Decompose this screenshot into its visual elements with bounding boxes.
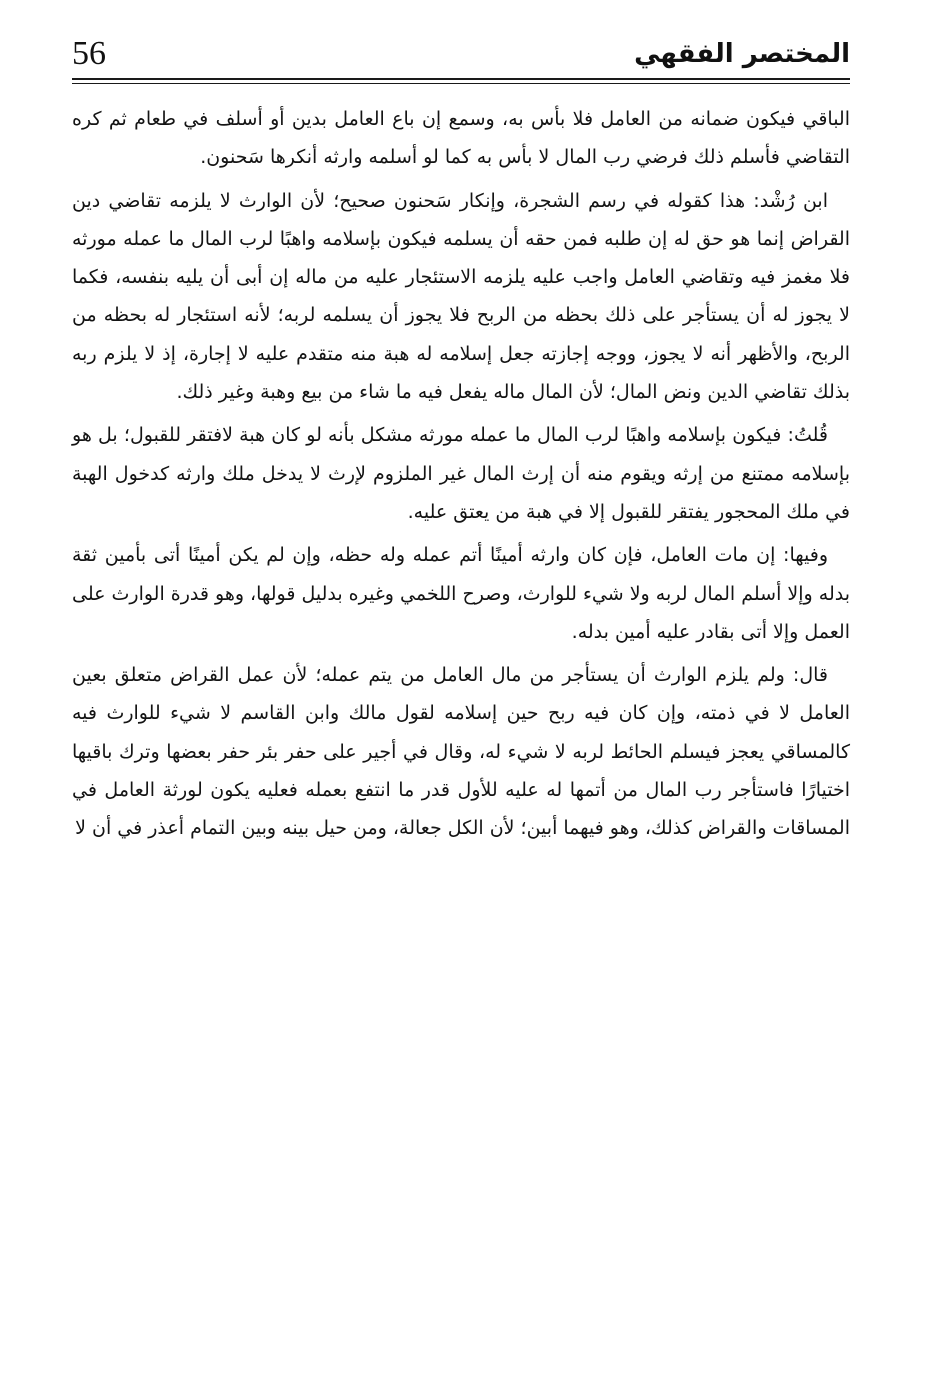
page-body [72,100,850,853]
paragraph-3: قُلتُ: فيكون بإسلامه واهبًا لرب المال ما عمله مورثه مشكل بأنه لو كان هبة لافتقر للقبول؛ بل هو بإسلامه ممتنع من إرثه ويقوم منه أن إرث المال غير الملزوم لإرث لا يدخل ملك وارثه كدخول الهبة في ملك المحجور يفتقر للقبول إلا في هبة من يعتق عليه. [72,424,850,523]
paragraph-2: ابن رُشْد: هذا كقوله في رسم الشجرة، وإنكار سَحنون صحيح؛ لأن الوارث لا يلزمه تقاضي دين القراض إنما هو حق له إن طلبه فمن حقه أن يسلمه فيكون بإسلامه واهبًا لرب المال ما عمله مورثه فلا مغمز فيه وتقاضي العامل واجب عليه يلزمه الاستئجار عليه من ماله إن أبى أن يليه بنفسه، فكما لا يجوز له أن يستأجر على ذلك بحظه من الربح فلا يجوز أن يسلمه لربه؛ لأنه استئجار له بحظه من الربح، والأظهر أنه لا يجوز، ووجه إجازته جعل إسلامه له هبة منه متقدم عليه لا إجارة، إذ لا يلزم ربه بذلك تقاضي الدين ونض المال؛ لأن المال ماله يفعل فيه ما شاء من بيع وهبة وغير ذلك. [72,189,850,404]
paragraph-1: الباقي فيكون ضمانه من العامل فلا بأس به، وسمع إن باع العامل بدين أو أسلف في طعام ثم كره التقاضي فأسلم ذلك فرضي رب المال لا بأس به كما لو أسلمه وارثه أنكرها سَحنون. [72,108,850,169]
book-title: المختصر الفقهي [634,39,850,69]
page-number: 56 [72,35,106,72]
paragraph-4: وفيها: إن مات العامل، فإن كان وارثه أمينًا أتم عمله وله حظه، وإن لم يكن أمينًا أتى بأمين ثقة بدله وإلا أسلم المال لربه ولا شيء للوارث، وصرح اللخمي وغيره بدليل قولها، وهو قدرة الوارث على العمل وإلا أتى بقادر عليه أمين بدله. [72,544,850,643]
paragraph-5: قال: ولم يلزم الوارث أن يستأجر من مال العامل من يتم عمله؛ لأن عمل القراض متعلق بعين العامل لا في ذمته، وإن كان فيه ربح حين إسلامه لقول مالك وابن القاسم لا شيء للوارث فيه كالمساقي يعجز فيسلم الحائط لربه لا شيء له، وقال في أجير على حفر بئر حفر بعضها وترك باقيها اختيارًا فاستأجر رب المال من أتمها له عليه للأول قدر ما انتفع بعمله فعليه يكون لورثة العامل في المساقات والقراض كذلك، وهو فيهما أبين؛ لأن الكل جعالة، ومن حيل بينه وبين التمام أعذر في أن لا [72,664,850,840]
page-header [72,28,850,80]
header-rule [72,78,850,80]
